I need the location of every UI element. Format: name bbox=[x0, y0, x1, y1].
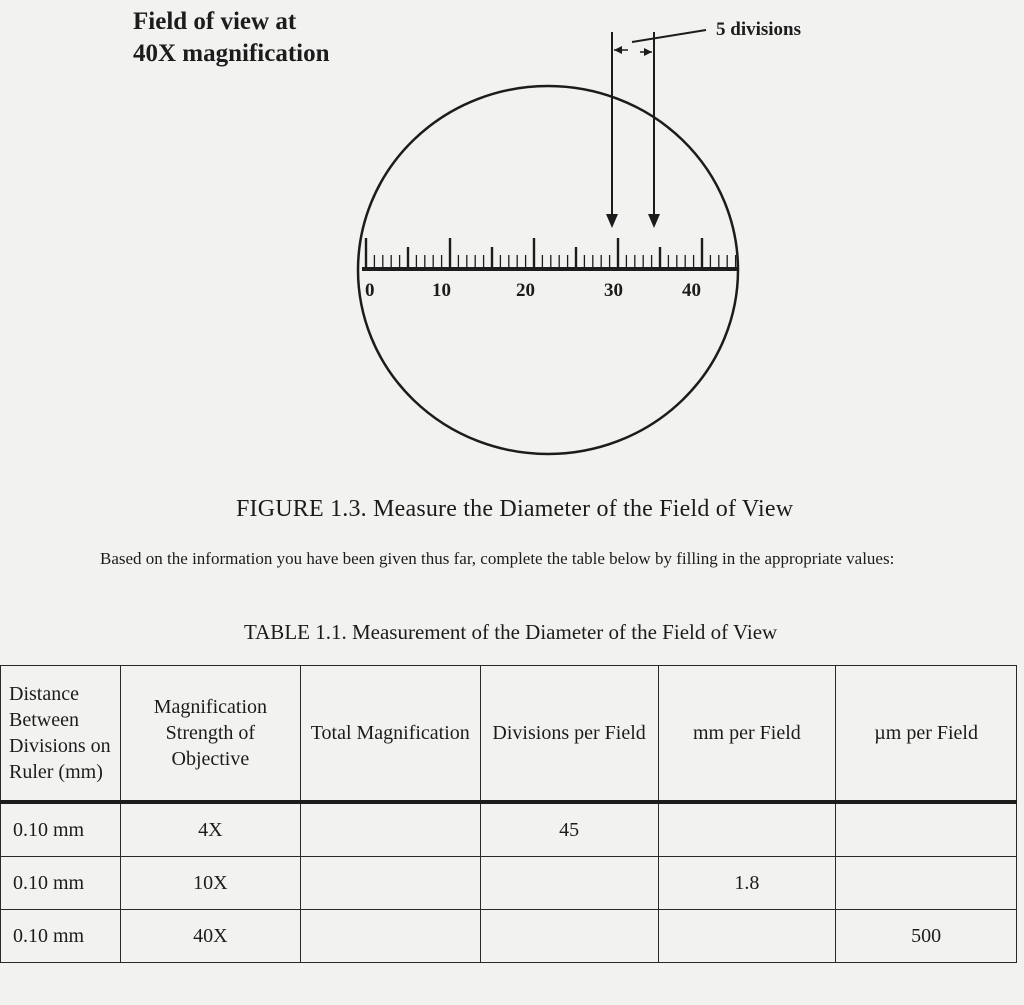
table-row bbox=[1, 857, 1017, 910]
cell-divisions-per-field[interactable] bbox=[480, 857, 658, 910]
cell-um-per-field[interactable] bbox=[836, 802, 1017, 857]
figure-caption: FIGURE 1.3. Measure the Diameter of the Field of View bbox=[236, 496, 794, 522]
field-of-view-table bbox=[0, 665, 1017, 963]
table-caption: TABLE 1.1. Measurement of the Diameter of the Field of View bbox=[244, 620, 778, 644]
header-divisions-per-field: Divisions per Field bbox=[480, 666, 658, 803]
ruler-label-40: 40 bbox=[682, 280, 701, 301]
span-arrow-left bbox=[614, 46, 622, 54]
ruler-label-30: 30 bbox=[604, 280, 623, 301]
ruler-label-20: 20 bbox=[516, 280, 535, 301]
header-objective: Magnification Strength of Objective bbox=[120, 666, 300, 803]
cell-total-magnification[interactable] bbox=[300, 857, 480, 910]
cell-divisions-per-field[interactable] bbox=[480, 910, 658, 963]
cell-mm-per-field[interactable] bbox=[658, 910, 836, 963]
heading-line-1: Field of view at bbox=[133, 8, 297, 35]
table-row bbox=[1, 802, 1017, 857]
indicator-arrow-right bbox=[648, 214, 660, 228]
cell-objective: 40X bbox=[120, 910, 300, 963]
header-total-magnification: Total Magnification bbox=[300, 666, 480, 803]
cell-objective: 4X bbox=[120, 802, 300, 857]
cell-um-per-field[interactable]: 500 bbox=[836, 910, 1017, 963]
cell-distance: 0.10 mm bbox=[1, 857, 121, 910]
cell-divisions-per-field[interactable]: 45 bbox=[480, 802, 658, 857]
header-distance: Distance Between Divisions on Ruler (mm) bbox=[1, 666, 121, 803]
span-arrow-right bbox=[644, 48, 652, 56]
ruler-ticks bbox=[366, 238, 736, 268]
instructions-text: Based on the information you have been given thus far, complete the table below by filling in the appropriate values: bbox=[100, 549, 895, 568]
table-header-row bbox=[1, 666, 1017, 803]
cell-total-magnification[interactable] bbox=[300, 802, 480, 857]
cell-distance: 0.10 mm bbox=[1, 802, 121, 857]
cell-um-per-field[interactable] bbox=[836, 857, 1017, 910]
ruler-label-10: 10 bbox=[432, 280, 451, 301]
cell-mm-per-field[interactable] bbox=[658, 802, 836, 857]
header-um-per-field: µm per Field bbox=[836, 666, 1017, 803]
table-row bbox=[1, 910, 1017, 963]
header-mm-per-field: mm per Field bbox=[658, 666, 836, 803]
field-of-view-diagram bbox=[0, 0, 1024, 480]
ruler-label-0: 0 bbox=[365, 280, 375, 301]
cell-total-magnification[interactable] bbox=[300, 910, 480, 963]
indicator-arrow-left bbox=[606, 214, 618, 228]
cell-distance: 0.10 mm bbox=[1, 910, 121, 963]
cell-mm-per-field[interactable]: 1.8 bbox=[658, 857, 836, 910]
heading-line-2: 40X magnification bbox=[133, 40, 330, 67]
cell-objective: 10X bbox=[120, 857, 300, 910]
leader-line bbox=[632, 30, 706, 42]
divisions-label: 5 divisions bbox=[716, 19, 802, 40]
